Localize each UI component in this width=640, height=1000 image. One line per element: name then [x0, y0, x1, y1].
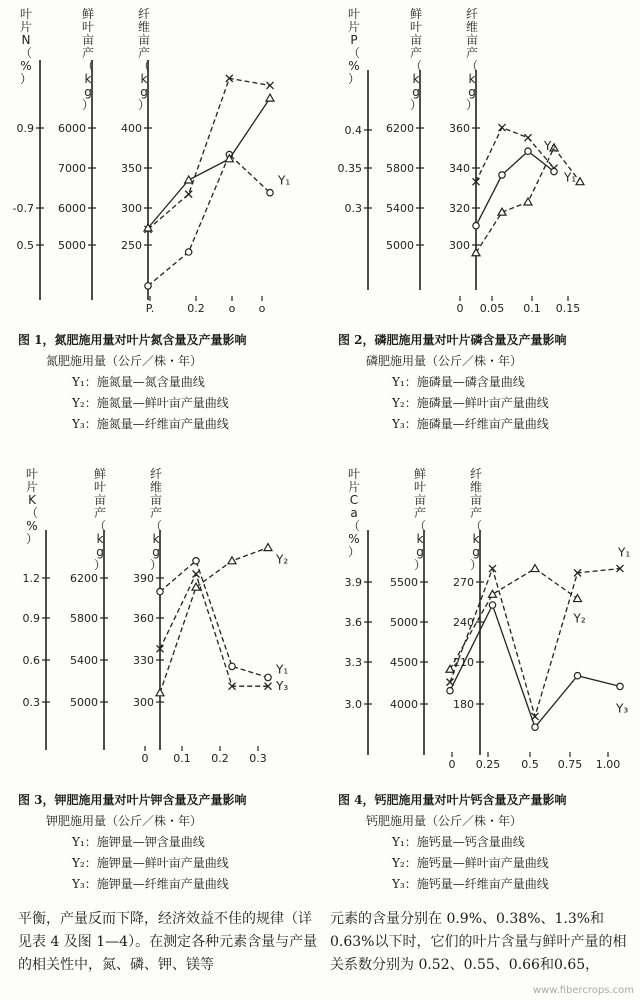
y-tick-label: 240	[453, 616, 474, 629]
x-tick-label: 0.25	[475, 758, 501, 771]
legend-symbol: Y₂：	[72, 856, 97, 870]
legend	[18, 372, 318, 435]
y-tick-label: 0.35	[337, 162, 362, 175]
legend-text: 施钙量—钙含量曲线	[416, 835, 525, 849]
caption-xlabel: 氮肥施用量（公斤／株・年）	[46, 354, 203, 368]
legend-symbol: Y₁：	[392, 835, 417, 849]
y-tick-label: 6000	[58, 122, 86, 135]
chart-3	[0, 460, 320, 790]
legend-symbol: Y₁：	[72, 375, 97, 389]
data-point	[532, 724, 538, 730]
axis-fresh-leaf-yield	[70, 467, 108, 750]
data-point	[472, 249, 480, 256]
y-tick-label: 1.2	[22, 572, 40, 585]
data-point	[489, 590, 497, 597]
x-tick-label: 0.5	[521, 758, 539, 771]
legend-symbol: Y₁：	[72, 835, 97, 849]
x-tick-label: 0	[448, 758, 456, 771]
x-tick-label: P.	[145, 302, 155, 315]
data-point	[525, 134, 532, 141]
x-tick-label: 0.75	[557, 758, 583, 771]
y-tick-label: 0.3	[344, 202, 362, 215]
y-tick-label: 6200	[386, 122, 414, 135]
legend-symbol: Y₂：	[72, 396, 97, 410]
y-tick-label: 4500	[390, 656, 418, 669]
chart-4	[320, 460, 640, 790]
data-point	[185, 249, 191, 255]
y-tick-label: -0.7	[12, 202, 34, 215]
axis-title: 叶片 K （%）	[25, 467, 39, 546]
axis-title: 纤维亩产（ k g ）	[137, 7, 151, 112]
y-tick-label: 400	[121, 122, 142, 135]
axis-title: 鲜叶亩产（ k g ）	[93, 467, 107, 572]
y-tick-label: 5400	[70, 654, 98, 667]
legend-text: 施钾量—钾含量曲线	[96, 835, 205, 849]
legend	[338, 832, 638, 895]
axis-title: 纤维亩产（ k g ）	[465, 7, 479, 112]
caption-title: 图 2，磷肥施用量对叶片磷含量及产量影响	[338, 333, 567, 347]
series-line	[160, 574, 268, 686]
x-tick-label: 0.15	[555, 302, 581, 315]
x-tick-label: 0	[456, 302, 464, 315]
legend-item	[72, 874, 318, 895]
legend-item	[392, 832, 638, 853]
y-tick-label: 350	[121, 162, 142, 175]
axis-fiber-yield	[121, 7, 152, 300]
y-tick-label: 0.4	[344, 124, 362, 137]
x-tick-label: 1.00	[595, 758, 621, 771]
y-tick-label: 0.6	[22, 654, 40, 667]
data-point	[489, 565, 496, 572]
legend-item	[392, 874, 638, 895]
y-tick-label: 5800	[70, 612, 98, 625]
axis-fresh-leaf-yield	[390, 467, 428, 755]
data-point	[228, 557, 236, 564]
caption-1	[18, 330, 318, 435]
data-point	[499, 124, 506, 131]
legend	[18, 832, 318, 895]
x-tick-label: 0.3	[249, 752, 267, 765]
body-text-left: 平衡，产量反而下降，经济效益不佳的规律（详见表 4 及图 1—4）。在测定各种元素含量与产量的相关性中，氮、磷、钾、镁等	[18, 911, 318, 973]
y-tick-label: 5000	[58, 239, 86, 252]
y-tick-label: 0.5	[16, 239, 34, 252]
legend-item	[392, 853, 638, 874]
data-point	[229, 663, 235, 669]
caption-xlabel: 钙肥施用量（公斤／株・年）	[366, 814, 523, 828]
axis-title: 鲜叶亩产（ k g ）	[81, 7, 95, 112]
y-tick-label: 360	[133, 612, 154, 625]
data-point	[266, 94, 274, 101]
legend-item	[72, 372, 318, 393]
y-tick-label: 390	[133, 572, 154, 585]
axis-title: 鲜叶亩产（ k g ）	[413, 467, 427, 572]
data-point	[531, 565, 539, 572]
y-tick-label: 6000	[58, 202, 86, 215]
axis-leaf-content	[338, 7, 373, 290]
axis-leaf-content	[345, 467, 373, 755]
y-tick-label: 5800	[386, 162, 414, 175]
axis-title: 叶片 P （%）	[347, 7, 361, 86]
y-tick-label: 270	[453, 576, 474, 589]
y-tick-label: 5000	[70, 696, 98, 709]
axis-fiber-yield	[453, 467, 484, 755]
y-tick-label: 0.9	[16, 122, 34, 135]
caption-title: 图 4，钙肥施用量对叶片钙含量及产量影响	[338, 793, 567, 807]
y-tick-label: 3.0	[344, 698, 362, 711]
data-point	[617, 683, 623, 689]
axis-title: 叶片 N （%）	[19, 7, 33, 86]
legend-item	[392, 414, 638, 435]
chart-1	[0, 0, 320, 330]
y-tick-label: 5400	[386, 202, 414, 215]
y-tick-label: 210	[453, 656, 474, 669]
axis-title: 纤维亩产（ k g ）	[149, 467, 163, 572]
legend-symbol: Y₃：	[392, 877, 417, 891]
legend-item	[72, 393, 318, 414]
series-label: Y₃	[276, 679, 289, 694]
y-tick-label: 3.6	[344, 616, 362, 629]
x-tick-label: 0.2	[211, 752, 229, 765]
legend-text: 施钾量—纤维亩产量曲线	[96, 877, 229, 891]
data-point	[267, 82, 274, 89]
y-tick-label: 5500	[390, 576, 418, 589]
legend-symbol: Y₃：	[72, 417, 97, 431]
y-tick-label: 5000	[390, 616, 418, 629]
series-3	[157, 571, 272, 690]
series-label: Y₁	[276, 662, 289, 677]
data-point	[193, 558, 199, 564]
caption-title: 图 1，氮肥施用量对叶片氮含量及产量影响	[18, 333, 247, 347]
legend-symbol: Y₂：	[392, 396, 417, 410]
data-point	[525, 148, 531, 154]
y-tick-label: 180	[453, 698, 474, 711]
series-label: Y₁	[618, 545, 631, 560]
legend-text: 施磷量—鲜叶亩产量曲线	[416, 396, 549, 410]
data-point	[157, 588, 163, 594]
legend	[338, 372, 638, 435]
data-point	[156, 689, 164, 696]
series-3	[473, 148, 557, 229]
watermark: www.fibercrops.com	[532, 985, 634, 996]
axis-fiber-yield	[449, 7, 480, 290]
caption-3	[18, 790, 318, 895]
y-tick-label: 7000	[58, 162, 86, 175]
y-tick-label: 300	[133, 696, 154, 709]
data-point	[265, 674, 271, 680]
x-tick-label: 0.05	[479, 302, 505, 315]
series-line	[476, 151, 554, 225]
series-line	[450, 569, 620, 717]
legend-item	[392, 372, 638, 393]
series-label: Y₃	[616, 701, 629, 716]
chart-2	[320, 0, 640, 330]
legend-item	[72, 832, 318, 853]
data-point	[524, 198, 532, 205]
legend-item	[72, 853, 318, 874]
series-line	[148, 98, 270, 228]
series-label: Y₂	[544, 139, 557, 154]
y-tick-label: 3.9	[344, 576, 362, 589]
y-tick-label: 250	[121, 239, 142, 252]
data-point	[499, 172, 505, 178]
data-point	[551, 168, 557, 174]
series-line	[148, 155, 270, 286]
x-tick-label: o	[228, 302, 236, 315]
x-tick-label: 0	[141, 752, 149, 765]
y-tick-label: 0.3	[22, 696, 40, 709]
legend-text: 施钙量—鲜叶亩产量曲线	[416, 856, 549, 870]
y-tick-label: 5000	[386, 239, 414, 252]
data-point	[574, 595, 582, 602]
legend-text: 施磷量—磷含量曲线	[416, 375, 525, 389]
y-tick-label: 300	[449, 239, 470, 252]
legend-item	[392, 393, 638, 414]
y-tick-label: 340	[449, 162, 470, 175]
series-2	[473, 124, 558, 185]
x-tick-label: o	[258, 302, 266, 315]
legend-text: 施氮量—氮含量曲线	[96, 375, 205, 389]
data-point	[192, 583, 200, 590]
axis-fresh-leaf-yield	[58, 7, 96, 300]
data-point	[574, 673, 580, 679]
axis-leaf-content	[13, 7, 44, 300]
data-point	[473, 222, 479, 228]
series-line	[160, 561, 268, 678]
series-label: Y₂	[573, 611, 586, 626]
series-label: Y₂	[276, 552, 289, 567]
legend-text: 施磷量—纤维亩产量曲线	[416, 417, 549, 431]
caption-xlabel: 钾肥施用量（公斤／株・年）	[46, 814, 203, 828]
body-text-right: 元素的含量分别在 0.9%、0.38%、1.3%和 0.63%以下时，它们的叶片含量与鲜叶产量的相关系数分别为 0.52、0.55、0.66和0.65，	[330, 911, 627, 973]
axis-title: 叶片 C a （%）	[347, 467, 361, 559]
data-point	[576, 178, 584, 185]
y-tick-label: 6200	[70, 572, 98, 585]
y-tick-label: 300	[121, 202, 142, 215]
legend-symbol: Y₃：	[392, 417, 417, 431]
caption-xlabel: 磷肥施用量（公斤／株・年）	[366, 354, 523, 368]
data-point	[264, 544, 272, 551]
x-tick-label: 0.1	[173, 752, 191, 765]
legend-symbol: Y₂：	[392, 856, 417, 870]
data-point	[185, 176, 193, 183]
y-tick-label: 360	[449, 122, 470, 135]
x-tick-label: 0.2	[187, 302, 205, 315]
data-point	[185, 191, 192, 198]
x-tick-label: 0.1	[523, 302, 541, 315]
series-label: Y₁	[564, 170, 577, 185]
caption-title: 图 3，钾肥施用量对叶片钾含量及产量影响	[18, 793, 247, 807]
data-point	[489, 602, 495, 608]
axis-fiber-yield	[133, 467, 164, 750]
y-tick-label: 330	[133, 654, 154, 667]
data-point	[267, 190, 273, 196]
caption-2	[338, 330, 638, 435]
legend-text: 施氮量—鲜叶亩产量曲线	[96, 396, 229, 410]
axis-title: 纤维亩产（ k g ）	[469, 467, 483, 572]
axis-leaf-content	[23, 467, 51, 750]
caption-4	[338, 790, 638, 895]
legend-item	[72, 414, 318, 435]
y-tick-label: 3.3	[344, 656, 362, 669]
data-point	[145, 283, 151, 289]
legend-symbol: Y₃：	[72, 877, 97, 891]
data-point	[447, 688, 453, 694]
legend-text: 施钙量—纤维亩产量曲线	[416, 877, 549, 891]
y-tick-label: 4000	[390, 698, 418, 711]
series-1	[145, 151, 273, 289]
y-tick-label: 0.9	[22, 612, 40, 625]
axis-title: 鲜叶亩产（ k g ）	[409, 7, 423, 112]
legend-text: 施氮量—纤维亩产量曲线	[96, 417, 229, 431]
legend-symbol: Y₁：	[392, 375, 417, 389]
legend-text: 施钾量—鲜叶亩产量曲线	[96, 856, 229, 870]
data-point	[193, 571, 200, 578]
axis-fresh-leaf-yield	[386, 7, 424, 290]
series-line	[160, 548, 268, 693]
y-tick-label: 320	[449, 202, 470, 215]
series-3	[144, 94, 274, 231]
series-label: Y₁	[278, 173, 291, 188]
